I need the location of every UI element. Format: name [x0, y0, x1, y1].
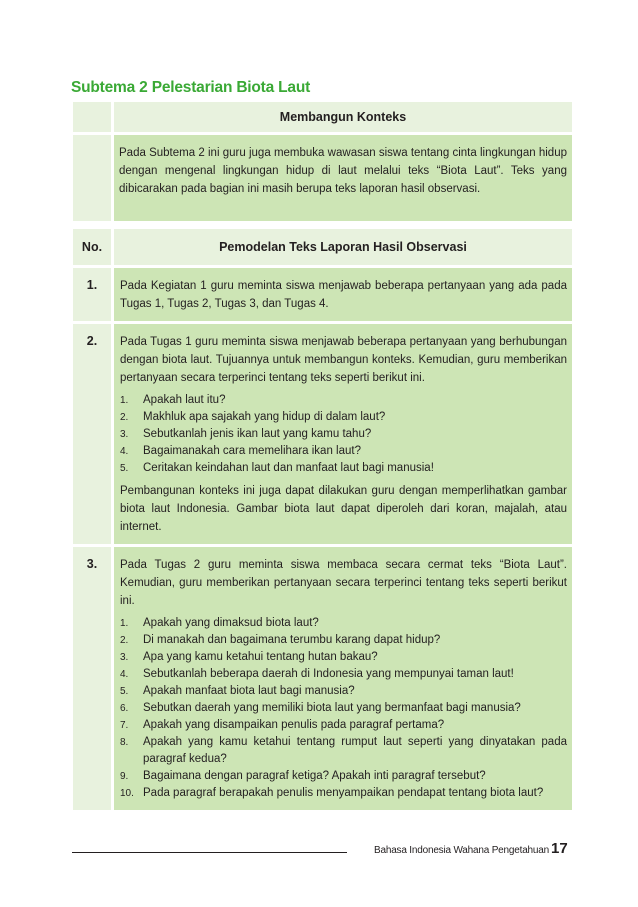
list-item	[120, 426, 567, 443]
list-number: 5.	[120, 686, 129, 697]
row-number: 3.	[73, 546, 113, 811]
row-intro: Pada Tugas 2 guru meminta siswa membaca secara cermat teks “Biota Laut”. Kemudian, guru memberikan pertanyaan secara terperinci tentang teks seperti berikut ini.	[120, 559, 567, 607]
page-number: 17	[551, 840, 568, 857]
konteks-header-spacer	[73, 102, 113, 134]
list-number: 4.	[120, 669, 129, 680]
list-text: Bagaimana dengan paragraf ketiga? Apakah inti paragraf tersebut?	[143, 770, 486, 782]
list-item	[120, 649, 567, 666]
list-text: Sebutkanlah beberapa daerah di Indonesia yang mempunyai taman laut!	[143, 668, 514, 680]
list-item	[120, 443, 567, 460]
list-number: 7.	[120, 720, 129, 731]
column-header-no: No.	[73, 229, 113, 267]
list-number: 4.	[120, 446, 129, 457]
konteks-body-spacer	[73, 134, 113, 222]
list-number: 1.	[120, 618, 129, 629]
footer-book-title: Bahasa Indonesia Wahana Pengetahuan	[374, 845, 549, 856]
subtema-title: Subtema 2 Pelestarian Biota Laut	[71, 79, 311, 96]
row-intro: Pada Kegiatan 1 guru meminta siswa menjawab beberapa pertanyaan yang ada pada Tugas 1, Tugas 2, Tugas 3, dan Tugas 4.	[120, 280, 567, 310]
list-number: 3.	[120, 652, 129, 663]
list-item	[120, 632, 567, 649]
list-number: 5.	[120, 463, 129, 474]
list-text: Apakah manfaat biota laut bagi manusia?	[143, 685, 355, 697]
list-text: Apa yang kamu ketahui tentang hutan bakau?	[143, 651, 378, 663]
list-text: Apakah yang kamu ketahui tentang rumput laut seperti yang dinyatakan pada paragraf kedua?	[143, 736, 567, 765]
row-number: 1.	[73, 267, 113, 323]
row-content	[113, 323, 573, 546]
list-item	[120, 392, 567, 409]
row-number: 2.	[73, 323, 113, 546]
konteks-header: Membangun Konteks	[113, 102, 573, 134]
list-item	[120, 615, 567, 632]
column-header-title: Pemodelan Teks Laporan Hasil Observasi	[113, 229, 573, 267]
list-text: Pada paragraf berapakah penulis menyampaikan pendapat tentang biota laut?	[143, 787, 544, 799]
question-list	[120, 615, 567, 802]
konteks-table	[73, 102, 572, 221]
list-item	[120, 409, 567, 426]
row-outro: Pembangunan konteks ini juga dapat dilakukan guru dengan memperlihatkan gambar biota laut Indonesia. Gambar biota laut dapat diperoleh dari koran, majalah, atau internet.	[120, 485, 567, 533]
list-text: Bagaimanakah cara memelihara ikan laut?	[143, 445, 361, 457]
list-text: Sebutkan daerah yang memiliki biota laut yang bermanfaat bagi manusia?	[143, 702, 521, 714]
list-number: 10.	[120, 788, 134, 799]
list-text: Di manakah dan bagaimana terumbu karang dapat hidup?	[143, 634, 441, 646]
list-item	[120, 700, 567, 717]
list-item	[120, 717, 567, 734]
list-number: 6.	[120, 703, 129, 714]
list-text: Apakah yang disampaikan penulis pada paragraf pertama?	[143, 719, 445, 731]
list-number: 3.	[120, 429, 129, 440]
list-item	[120, 666, 567, 683]
list-text: Apakah yang dimaksud biota laut?	[143, 617, 319, 629]
table-row	[73, 267, 572, 323]
list-number: 8.	[120, 737, 129, 748]
list-text: Apakah laut itu?	[143, 394, 226, 406]
list-number: 2.	[120, 635, 129, 646]
row-content	[113, 546, 573, 811]
row-intro: Pada Tugas 1 guru meminta siswa menjawab beberapa pertanyaan yang berhubungan dengan biota laut. Tujuannya untuk membangun konteks. Kemudian, guru memberikan pertanyaan secara terperinci tentang teks seperti berikut ini.	[120, 336, 567, 384]
list-item	[120, 460, 567, 477]
list-text: Makhluk apa sajakah yang hidup di dalam laut?	[143, 411, 386, 423]
pemodelan-table	[73, 229, 572, 810]
list-number: 9.	[120, 771, 129, 782]
list-text: Sebutkanlah jenis ikan laut yang kamu tahu?	[143, 428, 372, 440]
konteks-body: Pada Subtema 2 ini guru juga membuka wawasan siswa tentang cinta lingkungan hidup dengan mengenal lingkungan hidup di laut melalui teks “Biota Laut”. Teks yang dibicarakan pada bagian ini masih berupa teks laporan hasil observasi.	[113, 134, 573, 222]
list-item	[120, 683, 567, 700]
list-number: 2.	[120, 412, 129, 423]
list-text: Ceritakan keindahan laut dan manfaat laut bagi manusia!	[143, 462, 434, 474]
table-row	[73, 323, 572, 546]
footer-divider	[72, 852, 347, 853]
question-list	[120, 392, 567, 477]
list-item	[120, 734, 567, 768]
list-number: 1.	[120, 395, 129, 406]
table-row	[73, 546, 572, 811]
list-item	[120, 785, 567, 802]
row-content	[113, 267, 573, 323]
list-item	[120, 768, 567, 785]
